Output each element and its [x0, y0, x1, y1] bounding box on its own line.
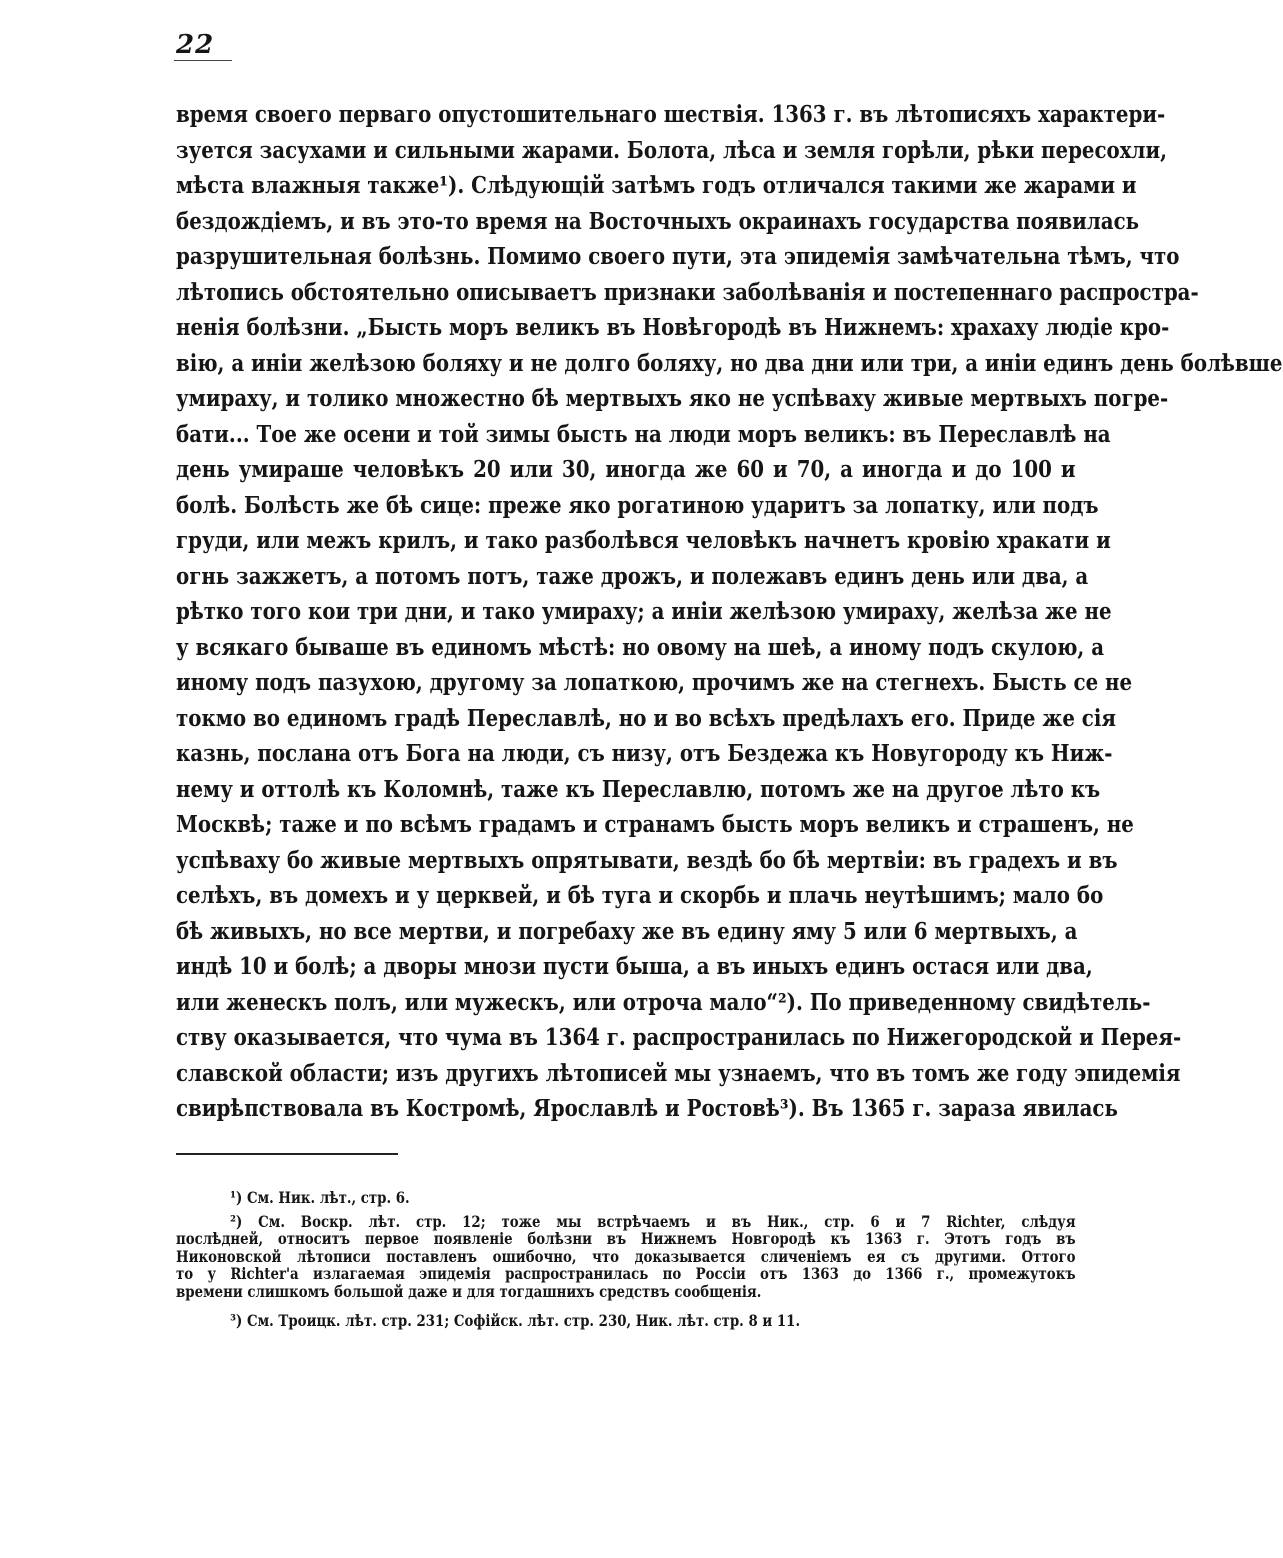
body-line: успѣваху бо живые мертвыхъ опрятывати, вездѣ бо бѣ мертвіи: въ градехъ и въ — [176, 846, 1118, 874]
body-line: лѣтопись обстоятельно описываетъ признаки заболѣванія и постепеннаго распростра- — [176, 278, 1199, 306]
body-line: селѣхъ, въ домехъ и у церквей, и бѣ туга и скорбь и плачь неутѣшимъ; мало бо — [176, 882, 1104, 909]
body-line: иному подъ пазухою, другому за лопаткою, прочимъ же на стегнехъ. Бысть се не — [176, 669, 1133, 696]
body-line: или женескъ полъ, или мужескъ, или отроча мало“²). По приведенному свидѣтель- — [176, 988, 1151, 1016]
body-line: токмо во единомъ градѣ Переславлѣ, но и во всѣхъ предѣлахъ его. Приде же сія — [176, 704, 1116, 732]
body-line: разрушительная болѣзнь. Помимо своего пути, эта эпидемія замѣчательна тѣмъ, что — [176, 243, 1180, 270]
footnote-line: Никоновской лѣтописи поставленъ ошибочно, что доказывается сличеніемъ ея съ другими. Оттого — [176, 1246, 1076, 1266]
footnote-rule — [176, 1153, 398, 1155]
body-line: груди, или межъ крилъ, и тако разболѣвся человѣкъ начнетъ кровію хракати и — [176, 527, 1111, 554]
body-line: огнь зажжетъ, а потомъ потъ, таже дрожъ, и полежавъ единъ день или два, а — [176, 562, 1089, 590]
footnotes — [176, 1189, 1076, 1336]
body-line: ненія болѣзни. „Бысть моръ великъ въ Новѣгородѣ въ Нижнемъ: храхаху людіе кро- — [176, 314, 1170, 341]
body-line: бати... Тое же осени и той зимы бысть на люди моръ великъ: въ Переславлѣ на — [176, 420, 1111, 448]
body-line: мѣста влажныя также¹). Слѣдующій затѣмъ годъ отличался такими же жарами и — [176, 172, 1137, 199]
body-line: время своего перваго опустошительнаго шествія. 1363 г. въ лѣтописяхъ характери- — [176, 101, 1166, 128]
body-line: зуется засухами и сильными жарами. Болота, лѣса и земля горѣли, рѣки пересохли, — [176, 136, 1168, 164]
body-line: славской области; изъ другихъ лѣтописей мы узнаемъ, что въ томъ же году эпидемія — [176, 1059, 1181, 1087]
footnote-line: послѣдней, относитъ первое появленіе болѣзни въ Нижнемъ Новгородѣ къ 1363 г. Этотъ годъ въ — [176, 1229, 1076, 1248]
body-line: бездождіемъ, и въ это-то время на Восточныхъ окраинахъ государства появилась — [176, 207, 1140, 235]
body-line: вію, а иніи желѣзою боляху и не долго боляху, но два дни или три, а иніи единъ день болѣвше — [176, 349, 1283, 377]
body-line: индѣ 10 и болѣ; а дворы мнози пусти быша, а въ иныхъ единъ остася или два, — [176, 953, 1093, 980]
body-line: казнь, послана отъ Бога на люди, съ низу, отъ Бездежа къ Новугороду къ Ниж- — [176, 740, 1113, 767]
page-number-rule — [174, 60, 232, 61]
footnote-line: ³) См. Троицк. лѣт. стр. 231; Софійск. лѣт. стр. 230, Ник. лѣт. стр. 8 и 11. — [230, 1311, 801, 1330]
footnote-1 — [176, 1189, 1076, 1207]
body-line: ству оказывается, что чума въ 1364 г. распространилась по Нижегородской и Перея- — [176, 1024, 1182, 1051]
footnote-line: то у Richter'а излагаемая эпидемія распространилась по Россіи отъ 1363 до 1366 г., промежутокъ — [176, 1264, 1076, 1283]
body-line: рѣтко того кои три дни, и тако умираху; а иніи желѣзою умираху, желѣза же не — [176, 598, 1112, 625]
body-line: свирѣпствовала въ Костромѣ, Ярославлѣ и Ростовѣ³). Въ 1365 г. зараза явилась — [176, 1095, 1118, 1122]
body-text — [176, 97, 1283, 1127]
footnote-3 — [176, 1312, 1076, 1330]
footnote-2 — [176, 1213, 1076, 1301]
body-line: умираху, и толико множестно бѣ мертвыхъ яко не успѣваху живые мертвыхъ погре- — [176, 385, 1169, 412]
body-line: болѣ. Болѣсть же бѣ сице: преже яко рогатиною ударитъ за лопатку, или подъ — [176, 491, 1099, 519]
body-line: у всякаго бываше въ единомъ мѣстѣ: но овому на шеѣ, а иному подъ скулою, а — [176, 633, 1105, 661]
body-line: день умираше человѣкъ 20 или 30, иногда же 60 и 70, а иногда и до 100 и — [176, 456, 1076, 483]
body-line: нему и оттолѣ къ Коломнѣ, таже къ Переславлю, потомъ же на другое лѣто къ — [176, 775, 1101, 803]
footnote-line: ²) См. Воскр. лѣт. стр. 12; тоже мы встрѣчаемъ и въ Ник., стр. 6 и 7 Richter, слѣдуя — [230, 1211, 1076, 1231]
footnote-line: времени слишкомъ большой даже и для тогдашнихъ средствъ сообщенія. — [176, 1281, 762, 1301]
page-number: 22 — [176, 30, 215, 60]
footnote-line: ¹) См. Ник. лѣт., стр. 6. — [230, 1188, 410, 1207]
body-line: Москвѣ; таже и по всѣмъ градамъ и странамъ бысть моръ великъ и страшенъ, не — [176, 811, 1134, 838]
body-line: бѣ живыхъ, но все мертви, и погребаху же въ едину яму 5 или 6 мертвыхъ, а — [176, 917, 1078, 945]
